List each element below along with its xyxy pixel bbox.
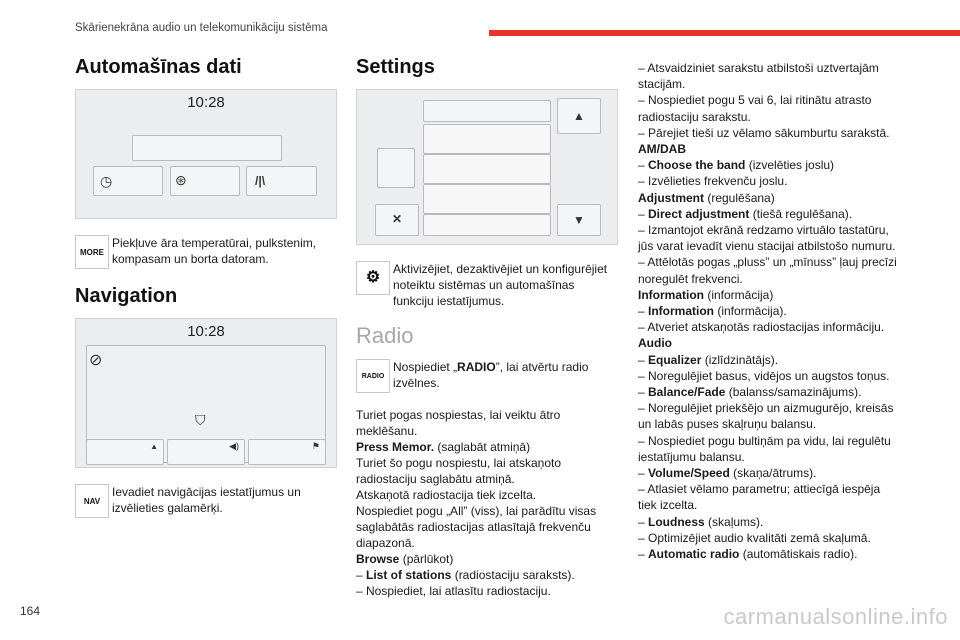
- heading-settings: Settings: [356, 56, 435, 78]
- radio-intro-b: RADIO: [457, 360, 496, 374]
- settings-row-4[interactable]: [423, 214, 551, 236]
- radio-intro: [356, 359, 618, 391]
- flag-icon: ⚑: [311, 441, 320, 451]
- option-line: – Izmantojot ekrānā redzamo virtuālo tastatūru, jūs varat ievadīt vienu stacijai atbilstošo numuru.: [638, 223, 896, 254]
- option-line: – Volume/Speed (skaņa/ātrums).: [638, 466, 817, 481]
- more-text: Piekļuve āra temperatūrai, pulkstenim, kompasam un borta datoram.: [112, 236, 317, 266]
- radio-line: – Nospiediet, lai atlasītu radiostaciju.: [356, 584, 551, 598]
- option-line: – Choose the band (izvelēties joslu): [638, 158, 835, 173]
- option-line: – Atveriet atskaņotās radiostacijas informāciju.: [638, 320, 885, 335]
- radio-badge: RADIO: [356, 359, 390, 393]
- option-line: – Noregulējiet priekšējo un aizmugurējo, kreisās un labās puses skaļruņu balansu.: [638, 401, 894, 432]
- page-number: 164: [20, 604, 41, 618]
- radio-line: Nospiediet pogu „All” (viss), lai parādītu visas saglabātās radiostacijas atlasītajā frekvenču diapazonā.: [356, 504, 597, 550]
- option-line: – Noregulējiet basus, vidējos un augstos toņus.: [638, 368, 890, 383]
- trip-computer-tile[interactable]: [246, 166, 317, 196]
- arrow-up-icon: ▲: [573, 109, 585, 123]
- option-line: – Direct adjustment (tiešā regulēšana).: [638, 206, 853, 221]
- volume-icon: ◀): [229, 441, 239, 451]
- compass-tile[interactable]: [170, 166, 240, 196]
- radio-line: Press Memor. (saglabāt atmiņā): [356, 440, 531, 454]
- option-line: – Balance/Fade (balanss/samazinājums).: [638, 385, 862, 400]
- radio-line: Atskaņotā radiostacija tiek izcelta.: [356, 488, 537, 502]
- option-line: – Nospiediet pogu bultiņām pa vidu, lai regulētu iestatījumu balansu.: [638, 433, 891, 464]
- option-line: – Nospiediet pogu 5 vai 6, lai ritinātu atrasto radiostaciju sarakstu.: [638, 93, 872, 124]
- nav-tile-3[interactable]: [248, 439, 326, 465]
- settings-title-field: [423, 100, 551, 122]
- option-line: AM/DAB: [638, 142, 686, 157]
- column-settings: [356, 56, 618, 599]
- radio-line: Turiet pogas nospiestas, lai veiktu ātro meklēšanu.: [356, 408, 561, 438]
- settings-screen: [356, 89, 618, 245]
- option-line: – Information (informācija).: [638, 304, 787, 319]
- heading-navigation: Navigation: [75, 285, 178, 307]
- nav-badge: NAV: [75, 484, 109, 518]
- column-radio-options: [638, 60, 900, 562]
- more-badge: MORE: [75, 235, 109, 269]
- option-line: – Izvēlieties frekvenču joslu.: [638, 174, 788, 189]
- nav-description: [75, 484, 337, 518]
- option-line: – Optimizējiet audio kvalitāti zemā skaļumā.: [638, 530, 871, 545]
- close-button[interactable]: [375, 204, 419, 236]
- clock-icon: ◷: [100, 173, 113, 189]
- nav-text: Ievadiet navigācijas iestatījumus un izvēlieties galamērķi.: [112, 485, 301, 515]
- option-line: Information (informācija): [638, 287, 774, 302]
- clock-tile[interactable]: [93, 166, 163, 196]
- arrow-up-icon: ▲: [150, 442, 158, 451]
- header-accent-bar: [489, 30, 960, 36]
- radio-description: [356, 359, 618, 393]
- heading-radio: Radio: [356, 323, 414, 348]
- settings-row-2[interactable]: [423, 154, 551, 184]
- radio-intro-a: Nospiediet „: [393, 360, 458, 374]
- more-description: [75, 235, 337, 269]
- settings-text: Aktivizējiet, dezaktivējiet un konfigurējiet noteiktu sistēmas un automašīnas funkciju iestatījumus.: [393, 262, 608, 308]
- option-line: Adjustment (regulēšana): [638, 190, 775, 205]
- option-line: Audio: [638, 336, 672, 351]
- nav-tile-1[interactable]: [86, 439, 164, 465]
- radio-body: [356, 407, 618, 599]
- radio-intro-c: ”, lai atvērtu radio izvēlnes.: [393, 360, 589, 390]
- vehicle-icon: ⛉: [195, 412, 206, 428]
- option-line: – Pārejiet tieši uz vēlamo sākumburtu sarakstā.: [638, 125, 890, 140]
- radio-line: Browse (pārlūkot): [356, 552, 454, 566]
- nav-screen-clock: 10:28: [187, 323, 225, 340]
- settings-side-panel: [377, 148, 415, 188]
- arrow-down-icon: ▼: [573, 213, 585, 227]
- search-icon: ⊘: [89, 352, 103, 369]
- screen-clock: 10:28: [187, 94, 225, 111]
- option-line: – Loudness (skaļums).: [638, 514, 764, 529]
- option-line: – Attēlotās pogas „pluss” un „mīnuss” ļauj precīzi noregulēt frekvenci.: [638, 255, 897, 286]
- road-icon: /|\: [255, 174, 266, 188]
- compass-icon: ⊛: [175, 172, 187, 188]
- radio-line: Turiet šo pogu nospiestu, lai atskaņoto radiostaciju saglabātu atmiņā.: [356, 456, 562, 486]
- settings-row-1[interactable]: [423, 124, 551, 154]
- settings-description: [356, 261, 618, 309]
- settings-row-3[interactable]: [423, 184, 551, 214]
- close-icon: ✕: [392, 212, 403, 226]
- navigation-screen: [75, 318, 337, 468]
- screen-info-field: [132, 135, 282, 161]
- vehicle-data-screen: [75, 89, 337, 219]
- option-line: – Automatic radio (automātiskais radio).: [638, 547, 858, 562]
- gear-icon: ⚙: [356, 261, 390, 295]
- column-vehicle-data: [75, 56, 337, 518]
- nav-tile-2[interactable]: [167, 439, 245, 465]
- running-header: Skārienekrāna audio un telekomunikāciju sistēma: [75, 22, 328, 34]
- scroll-down-button[interactable]: [557, 204, 601, 236]
- option-line: – Atlasiet vēlamo parametru; attiecīgā iespēja tiek izcelta.: [638, 482, 881, 513]
- scroll-up-button[interactable]: [557, 98, 601, 134]
- watermark: carmanualsonline.info: [723, 604, 948, 629]
- option-line: – Atsvaidziniet sarakstu atbilstoši uztvertajām stacijām.: [638, 61, 879, 92]
- radio-line: – List of stations (radiostaciju saraksts).: [356, 568, 575, 582]
- option-line: – Equalizer (izlīdzinātājs).: [638, 352, 779, 367]
- heading-vehicle-data: Automašīnas dati: [75, 56, 242, 78]
